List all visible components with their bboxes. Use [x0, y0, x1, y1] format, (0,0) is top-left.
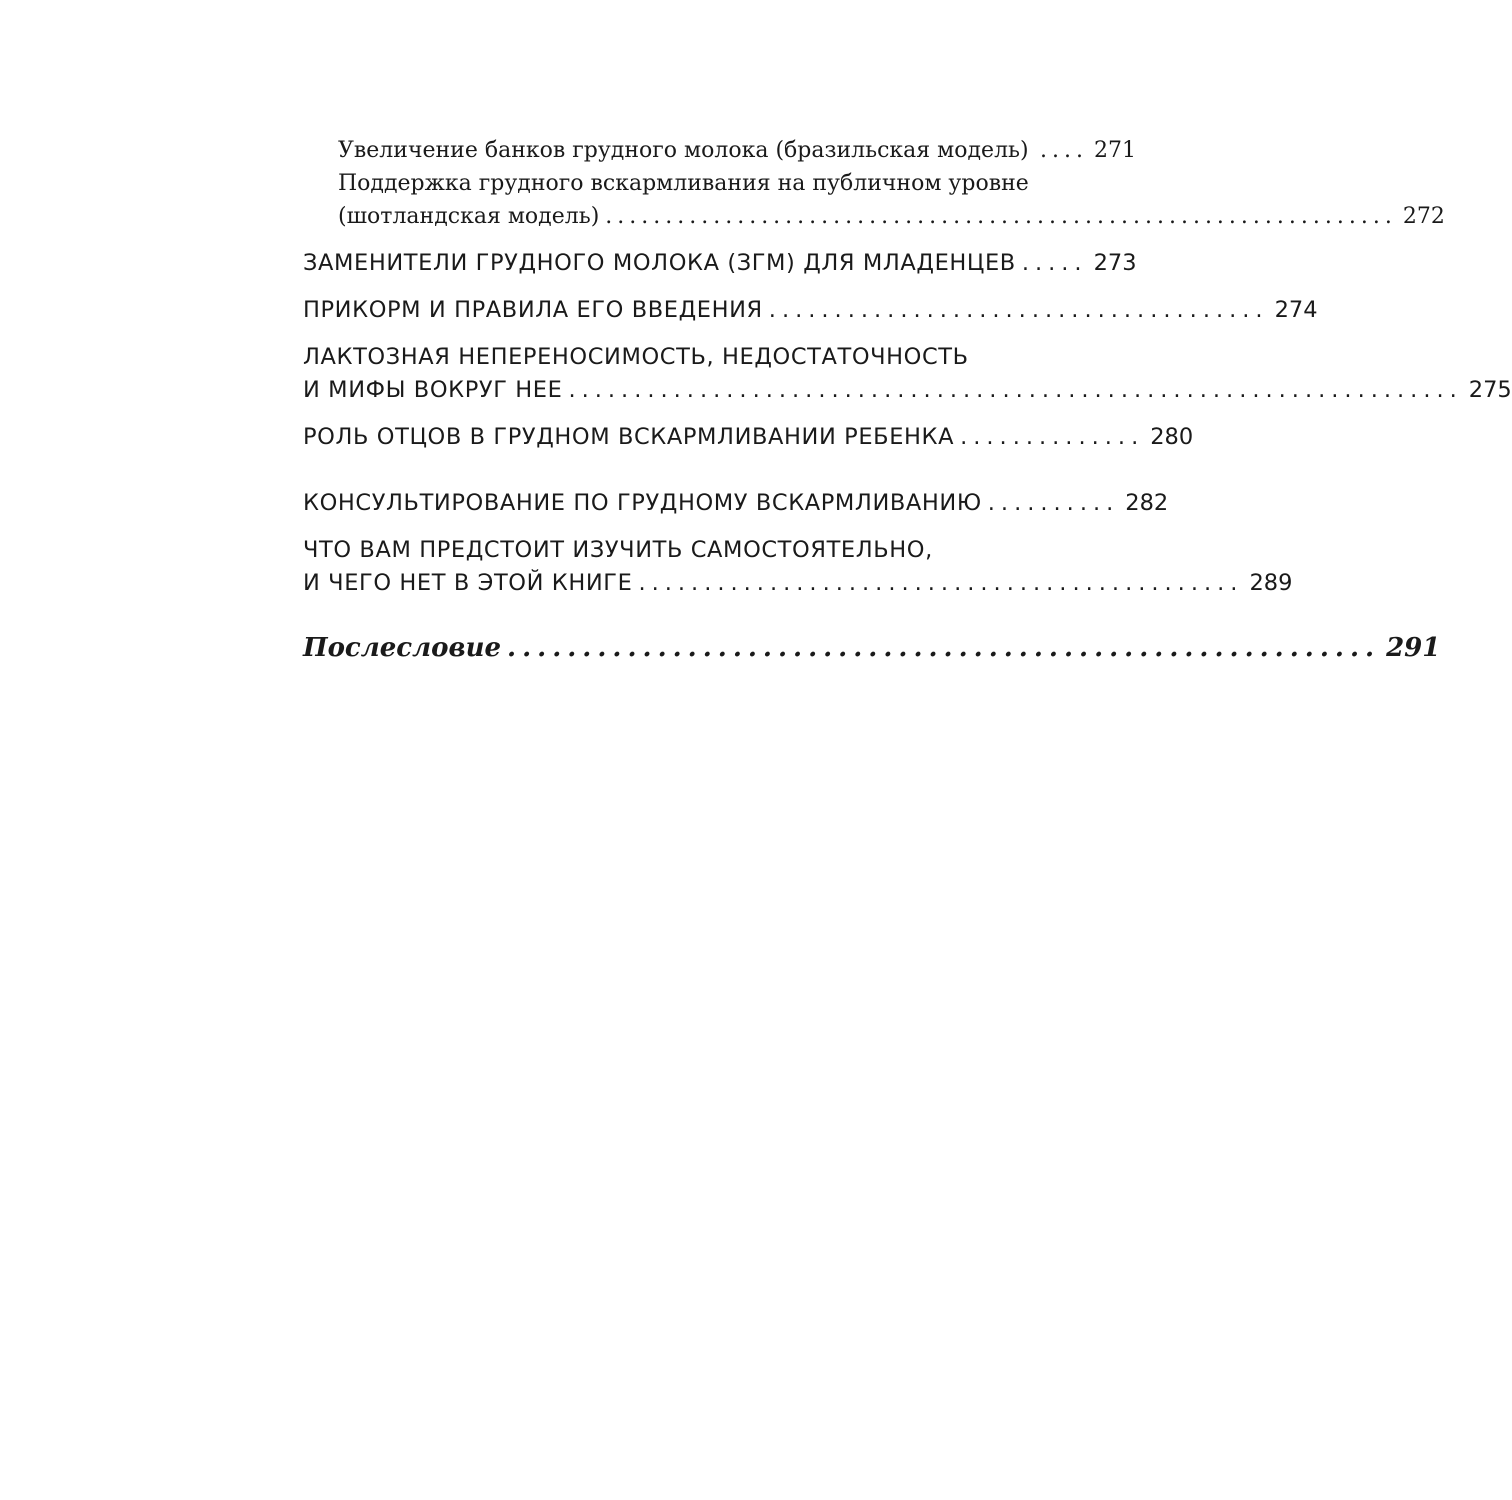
toc-entry-breastmilk-substitutes[interactable]	[303, 247, 1136, 280]
toc-entry-title-line1: ЛАКТОЗНАЯ НЕПЕРЕНОСИМОСТЬ, НЕДОСТАТОЧНОСТЬ	[303, 344, 969, 370]
toc-entry-brazilian-model[interactable]	[303, 134, 1136, 167]
toc-entry-title: ПРИКОРМ И ПРАВИЛА ЕГО ВВЕДЕНИЯ	[303, 297, 763, 323]
table-of-contents	[303, 134, 1512, 666]
toc-entry-title: Послесловие	[303, 633, 502, 663]
dot-leader: ..........	[987, 490, 1120, 516]
dot-leader: ..........................................................	[507, 633, 1381, 663]
toc-entry-title: РОЛЬ ОТЦОВ В ГРУДНОМ ВСКАРМЛИВАНИИ РЕБЕНКА	[303, 424, 955, 450]
toc-entry-title: ЗАМЕНИТЕЛИ ГРУДНОГО МОЛОКА (ЗГМ) ДЛЯ МЛАДЕНЦЕВ	[303, 250, 1016, 276]
toc-page-number: 280	[1150, 424, 1194, 450]
dot-leader: ..................................................................	[605, 204, 1397, 229]
toc-page-number: 271	[1094, 138, 1136, 163]
toc-page-number: 275	[1468, 377, 1512, 403]
dot-leader: ....	[1040, 138, 1088, 163]
toc-entry-title: КОНСУЛЬТИРОВАНИЕ ПО ГРУДНОМУ ВСКАРМЛИВАНИЮ	[303, 490, 982, 516]
toc-entry-fathers-role[interactable]	[303, 421, 1194, 454]
toc-entry-counseling[interactable]	[303, 487, 1169, 520]
dot-leader: ....................................................................	[568, 377, 1463, 403]
toc-entry-complementary-feeding[interactable]	[303, 294, 1318, 327]
toc-entry-title-line2: И ЧЕГО НЕТ В ЭТОЙ КНИГЕ	[303, 570, 633, 596]
toc-entry-title: Увеличение банков грудного молока (бразильская модель)	[338, 138, 1029, 163]
dot-leader: ......................................	[768, 297, 1269, 323]
toc-entry-self-study[interactable]	[303, 534, 1293, 600]
toc-page-number: 273	[1093, 250, 1137, 276]
toc-entry-lactose-intolerance[interactable]	[303, 341, 1512, 407]
toc-entry-afterword[interactable]	[303, 630, 1441, 666]
toc-page-number: 291	[1386, 633, 1441, 663]
toc-page-number: 274	[1274, 297, 1318, 323]
toc-page-number: 282	[1125, 490, 1169, 516]
toc-page-number: 272	[1402, 204, 1445, 229]
toc-entry-scottish-model[interactable]	[303, 167, 1445, 233]
toc-entry-title-line1: ЧТО ВАМ ПРЕДСТОИТ ИЗУЧИТЬ САМОСТОЯТЕЛЬНО,	[303, 537, 933, 563]
dot-leader: ..............	[960, 424, 1145, 450]
toc-entry-title-line2: И МИФЫ ВОКРУГ НЕЕ	[303, 377, 563, 403]
dot-leader: ..............................................	[638, 570, 1244, 596]
dot-leader: .....	[1021, 250, 1088, 276]
toc-entry-title-line2: (шотландская модель)	[338, 204, 600, 229]
toc-entry-title-line1: Поддержка грудного вскармливания на публичном уровне	[338, 171, 1029, 196]
toc-page-number: 289	[1249, 570, 1293, 596]
